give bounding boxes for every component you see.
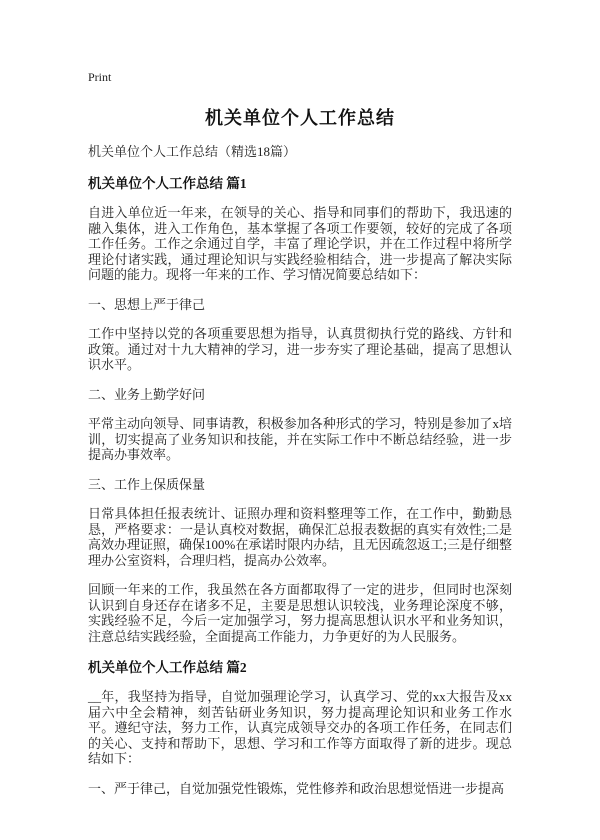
section-heading: 机关单位个人工作总结 篇2 (88, 660, 247, 675)
document-subtitle: 机关单位个人工作总结（精选18篇） (88, 144, 297, 159)
page-title: 机关单位个人工作总结 (205, 108, 395, 128)
paragraph: 回顾一年来的工作，我虽然在各方面都取得了一定的进步，但同时也深刻认识到自身还存在诸多不足，主要是思想认识较浅，业务理论深度不够，实践经验不足，今后一定加强学习，努力提高思想认识水平和业务知识，注意总结实践经验，全面提高工作能力，力争更好的为人民服务。 (88, 582, 512, 644)
paragraph: __年，我坚持为指导，自觉加强理论学习，认真学习、党的xx大报告及xx届六中全会精神，刻苦钻研业务知识，努力提高理论知识和业务工作水平。遵纪守法，努力工作，认真完成领导交办的各项工作任务，在同志们的关心、支持和帮助下，思想、学习和工作等方面取得了新的进步。现总结如下： (88, 689, 512, 766)
paragraph: 一、思想上严于律己 (88, 296, 206, 312)
section-heading: 机关单位个人工作总结 篇1 (88, 176, 247, 191)
print-button[interactable]: Print (88, 70, 112, 84)
paragraph: 自进入单位近一年来，在领导的关心、指导和同事们的帮助下，我迅速的融入集体，进入工作角色，基本掌握了各项工作要领，较好的完成了各项工作任务。工作之余通过自学，丰富了理论学识，并在工作过程中将所学理论付诸实践，通过理论知识与实践经验相结合，进一步提高了解决实际问题的能力。现将一年来的工作、学习情况简要总结如下： (88, 205, 512, 282)
paragraph: 二、业务上勤学好问 (88, 386, 206, 402)
paragraph: 日常具体担任报表统计、证照办理和资料整理等工作，在工作中，勤勤恳恳，严格要求：一是认真校对数据，确保汇总报表数据的真实有效性;二是高效办理证照，确保100%在承诺时限内办结，且无因疏忽返工;三是仔细整理办公室资料，合理归档，提高办公效率。 (88, 506, 512, 568)
paragraph: 三、工作上保质保量 (88, 476, 206, 492)
paragraph: 工作中坚持以党的各项重要思想为指导，认真贯彻执行党的路线、方针和政策。通过对十九大精神的学习，进一步夯实了理论基础，提高了思想认识水平。 (88, 326, 512, 372)
paragraph: 平常主动向领导、同事请教，积极参加各种形式的学习，特别是参加了x培训，切实提高了业务知识和技能，并在实际工作中不断总结经验，进一步提高办事效率。 (88, 416, 512, 462)
paragraph: 一、严于律己，自觉加强党性锻炼，党性修养和政治思想觉悟进一步提高 (88, 780, 505, 796)
